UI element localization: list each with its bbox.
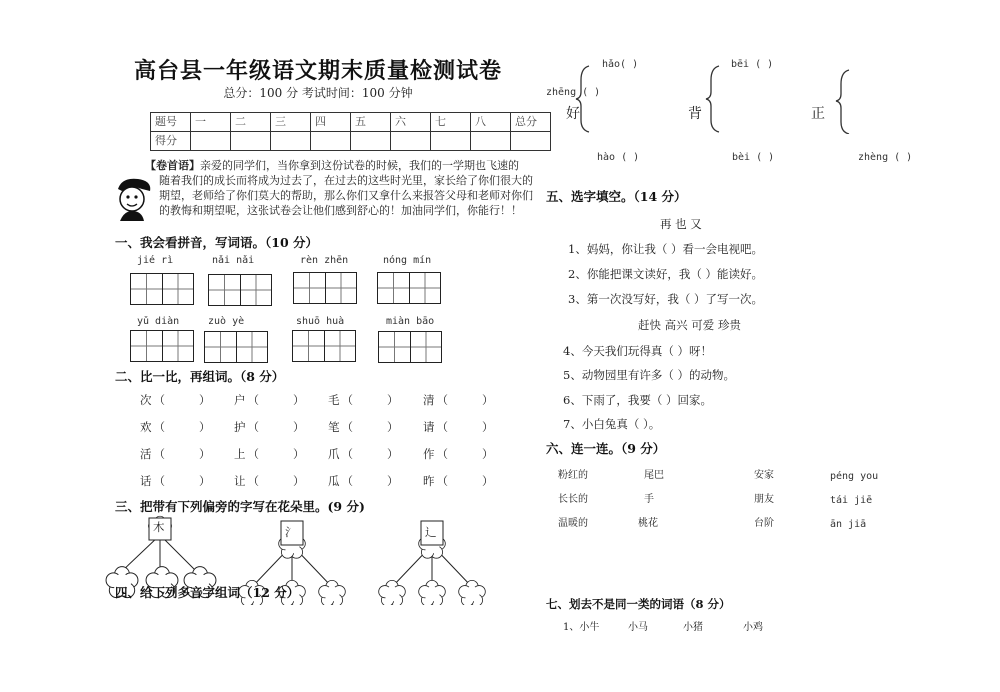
compare-char: 次 — [140, 393, 152, 407]
paren-close: ） — [482, 393, 494, 407]
score-table — [150, 112, 551, 151]
preface — [145, 158, 537, 218]
compare-word-item[interactable] — [140, 393, 211, 407]
score-cell[interactable] — [511, 132, 551, 151]
writing-grid[interactable] — [292, 330, 356, 362]
writing-grid[interactable] — [130, 273, 194, 305]
paren-close: ） — [482, 420, 494, 434]
pinyin: shuō huà — [296, 316, 345, 327]
compare-char: 瓜 — [328, 474, 340, 488]
preface-lead: 【卷首语】 — [145, 159, 200, 172]
pinyin: nóng mín — [383, 255, 432, 266]
writing-grid[interactable] — [377, 272, 441, 304]
section3-heading: 三、把带有下列偏旁的字写在花朵里。(9 分) — [115, 499, 365, 514]
paren-close: ） — [387, 393, 399, 407]
compare-char: 上 — [234, 447, 246, 461]
polyphone-slot[interactable]: hǎo( ) — [602, 59, 639, 70]
paren-open: （ — [153, 474, 165, 488]
section4-heading: 四、给下列多音字组词（12 分） — [115, 585, 300, 600]
section6-heading: 六、连一连。（9 分） — [546, 441, 666, 456]
polyphone-slot[interactable]: bèi ( ) — [732, 152, 775, 163]
paren-close: ） — [199, 393, 211, 407]
compare-word-item[interactable] — [234, 474, 305, 488]
compare-word-item[interactable] — [140, 420, 211, 434]
polyphone-slot[interactable]: hào ( ) — [597, 152, 640, 163]
table-cell: 四 — [311, 113, 351, 132]
paren-open: （ — [247, 393, 259, 407]
table-cell: 总分 — [511, 113, 551, 132]
compare-word-item[interactable] — [140, 447, 211, 461]
writing-grid[interactable] — [204, 331, 268, 363]
compare-char: 欢 — [140, 420, 152, 434]
paren-open: （ — [436, 393, 448, 407]
score-cell[interactable] — [191, 132, 231, 151]
compare-word-item[interactable] — [140, 474, 211, 488]
fill-item[interactable]: 2、你能把课文读好，我（ ）能读好。 — [568, 267, 763, 281]
table-cell: 七 — [431, 113, 471, 132]
polyphone-slot[interactable]: zhēng ( ) — [546, 87, 601, 98]
paren-open: （ — [436, 474, 448, 488]
compare-word-item[interactable] — [328, 420, 399, 434]
paren-close: ） — [482, 447, 494, 461]
compare-char: 清 — [423, 393, 435, 407]
table-cell: 题号 — [151, 113, 191, 132]
score-cell[interactable] — [231, 132, 271, 151]
pinyin: jié rì — [137, 255, 174, 266]
match-item[interactable]: 长长的 — [558, 494, 588, 505]
paren-open: （ — [341, 420, 353, 434]
paren-close: ） — [293, 393, 305, 407]
pinyin: miàn bāo — [386, 316, 435, 327]
match-item[interactable]: 尾巴 — [644, 470, 664, 481]
compare-word-item[interactable] — [423, 447, 494, 461]
pinyin: zuò yè — [208, 316, 245, 327]
paren-open: （ — [153, 447, 165, 461]
table-cell: 二 — [231, 113, 271, 132]
match-pinyin[interactable]: ān jiā — [830, 519, 867, 530]
paren-close: ） — [199, 420, 211, 434]
word-item[interactable]: 小马 — [628, 622, 648, 633]
compare-char: 爪 — [328, 447, 340, 461]
fill-item[interactable]: 4、今天我们玩得真（ ）呀！ — [563, 344, 712, 358]
section2-heading: 二、比一比，再组词。（8 分） — [115, 369, 285, 384]
polyphone-slot[interactable]: zhèng ( ) — [858, 152, 913, 163]
brace-icon — [575, 64, 875, 134]
compare-word-item[interactable] — [423, 474, 494, 488]
compare-char: 活 — [140, 447, 152, 461]
polyphone-char: 好 — [566, 106, 580, 122]
exam-info: 总分：100 分 考试时间：100 分钟 — [223, 86, 413, 100]
paren-close: ） — [387, 447, 399, 461]
cartoon-boy-icon — [112, 175, 154, 223]
table-cell: 三 — [271, 113, 311, 132]
compare-word-item[interactable] — [234, 393, 305, 407]
score-cell[interactable] — [431, 132, 471, 151]
page-title: 高台县一年级语文期末质量检测试卷 — [133, 58, 502, 84]
compare-char: 护 — [234, 420, 246, 434]
score-cell[interactable] — [471, 132, 511, 151]
section1-heading: 一、我会看拼音，写词语。（10 分） — [115, 235, 318, 250]
pinyin: nǎi nǎi — [212, 255, 255, 266]
radical: 氵 — [285, 525, 297, 539]
compare-char: 户 — [234, 393, 246, 407]
table-cell: 五 — [351, 113, 391, 132]
compare-word-item[interactable] — [328, 447, 399, 461]
match-pinyin[interactable]: tái jiē — [830, 495, 873, 506]
paren-open: （ — [341, 474, 353, 488]
word-options: 再 也 又 — [660, 217, 702, 231]
table-cell: 八 — [471, 113, 511, 132]
polyphone-char: 正 — [811, 106, 825, 122]
compare-word-item[interactable] — [423, 393, 494, 407]
section5-heading: 五、选字填空。（14 分） — [546, 189, 687, 204]
word-item[interactable]: 小猪 — [683, 622, 703, 633]
match-item[interactable]: 手 — [644, 494, 654, 505]
compare-word-item[interactable] — [423, 420, 494, 434]
table-row — [151, 113, 551, 132]
compare-word-item[interactable] — [234, 447, 305, 461]
compare-word-item[interactable] — [328, 474, 399, 488]
writing-grid[interactable] — [378, 331, 442, 363]
fill-item[interactable]: 3、第一次没写好，我（ ）了写一次。 — [568, 292, 763, 306]
table-cell: 得分 — [151, 132, 191, 151]
match-item[interactable]: 朋友 — [754, 494, 774, 505]
compare-char: 毛 — [328, 393, 340, 407]
writing-grid[interactable] — [130, 330, 194, 362]
paren-open: （ — [341, 393, 353, 407]
paren-close: ） — [387, 420, 399, 434]
preface-text: 亲爱的同学们，当你拿到这份试卷的时候，我们的一学期也飞速的 — [200, 159, 519, 172]
preface-body: 随着我们的成长而将成为过去了，在过去的这些时光里，家长给了你们很大的期望，老师给了你们莫大的帮助，那么你们又拿什么来报答父母和老师对你们的教悔和期望呢，这张试卷会让他们感到舒心的！加油同学们，你能行！！ — [159, 174, 533, 217]
fill-item[interactable]: 7、小白兔真（ ）。 — [563, 417, 661, 431]
paren-close: ） — [387, 474, 399, 488]
paren-open: （ — [153, 420, 165, 434]
compare-word-item[interactable] — [328, 393, 399, 407]
table-cell: 一 — [191, 113, 231, 132]
compare-word-item[interactable] — [234, 420, 305, 434]
score-cell[interactable] — [311, 132, 351, 151]
paren-close: ） — [199, 474, 211, 488]
paren-open: （ — [436, 420, 448, 434]
compare-char: 昨 — [423, 474, 435, 488]
compare-char: 请 — [423, 420, 435, 434]
compare-char: 作 — [423, 447, 435, 461]
paren-open: （ — [153, 393, 165, 407]
paren-open: （ — [247, 474, 259, 488]
table-cell: 六 — [391, 113, 431, 132]
paren-close: ） — [293, 420, 305, 434]
compare-char: 话 — [140, 474, 152, 488]
score-cell[interactable] — [391, 132, 431, 151]
table-row — [151, 132, 551, 151]
word-item[interactable]: 小鸡 — [743, 622, 763, 633]
paren-close: ） — [199, 447, 211, 461]
paren-close: ） — [482, 474, 494, 488]
score-cell[interactable] — [271, 132, 311, 151]
section7-heading: 七、划去不是同一类的词语（8 分） — [546, 597, 731, 611]
polyphone-slot[interactable]: bēi ( ) — [731, 59, 774, 70]
paren-close: ） — [293, 474, 305, 488]
writing-grid[interactable] — [208, 274, 272, 306]
writing-grid[interactable] — [293, 272, 357, 304]
match-pinyin[interactable]: péng you — [830, 471, 879, 482]
paren-close: ） — [293, 447, 305, 461]
fill-item[interactable]: 1、妈妈，你让我（ ）看一会电视吧。 — [568, 242, 763, 256]
compare-char: 让 — [234, 474, 246, 488]
match-item[interactable]: 温暖的 — [558, 518, 588, 529]
radical: 木 — [153, 520, 165, 534]
paren-open: （ — [341, 447, 353, 461]
match-item[interactable]: 安家 — [754, 470, 774, 481]
compare-char: 笔 — [328, 420, 340, 434]
radical: 辶 — [425, 525, 437, 539]
paren-open: （ — [247, 447, 259, 461]
word-item[interactable]: 1、小牛 — [563, 622, 600, 633]
pinyin: rèn zhēn — [300, 255, 349, 266]
fill-item[interactable]: 5、动物园里有许多（ ）的动物。 — [563, 368, 735, 382]
match-item[interactable]: 粉红的 — [558, 470, 588, 481]
word-options: 赶快 高兴 可爱 珍贵 — [638, 318, 741, 332]
fill-item[interactable]: 6、下雨了，我要（ ）回家。 — [563, 393, 712, 407]
paren-open: （ — [247, 420, 259, 434]
score-cell[interactable] — [351, 132, 391, 151]
paren-open: （ — [436, 447, 448, 461]
pinyin: yǔ diàn — [137, 316, 180, 327]
match-item[interactable]: 桃花 — [638, 518, 658, 529]
polyphone-char: 背 — [688, 106, 702, 122]
match-item[interactable]: 台阶 — [754, 518, 774, 529]
